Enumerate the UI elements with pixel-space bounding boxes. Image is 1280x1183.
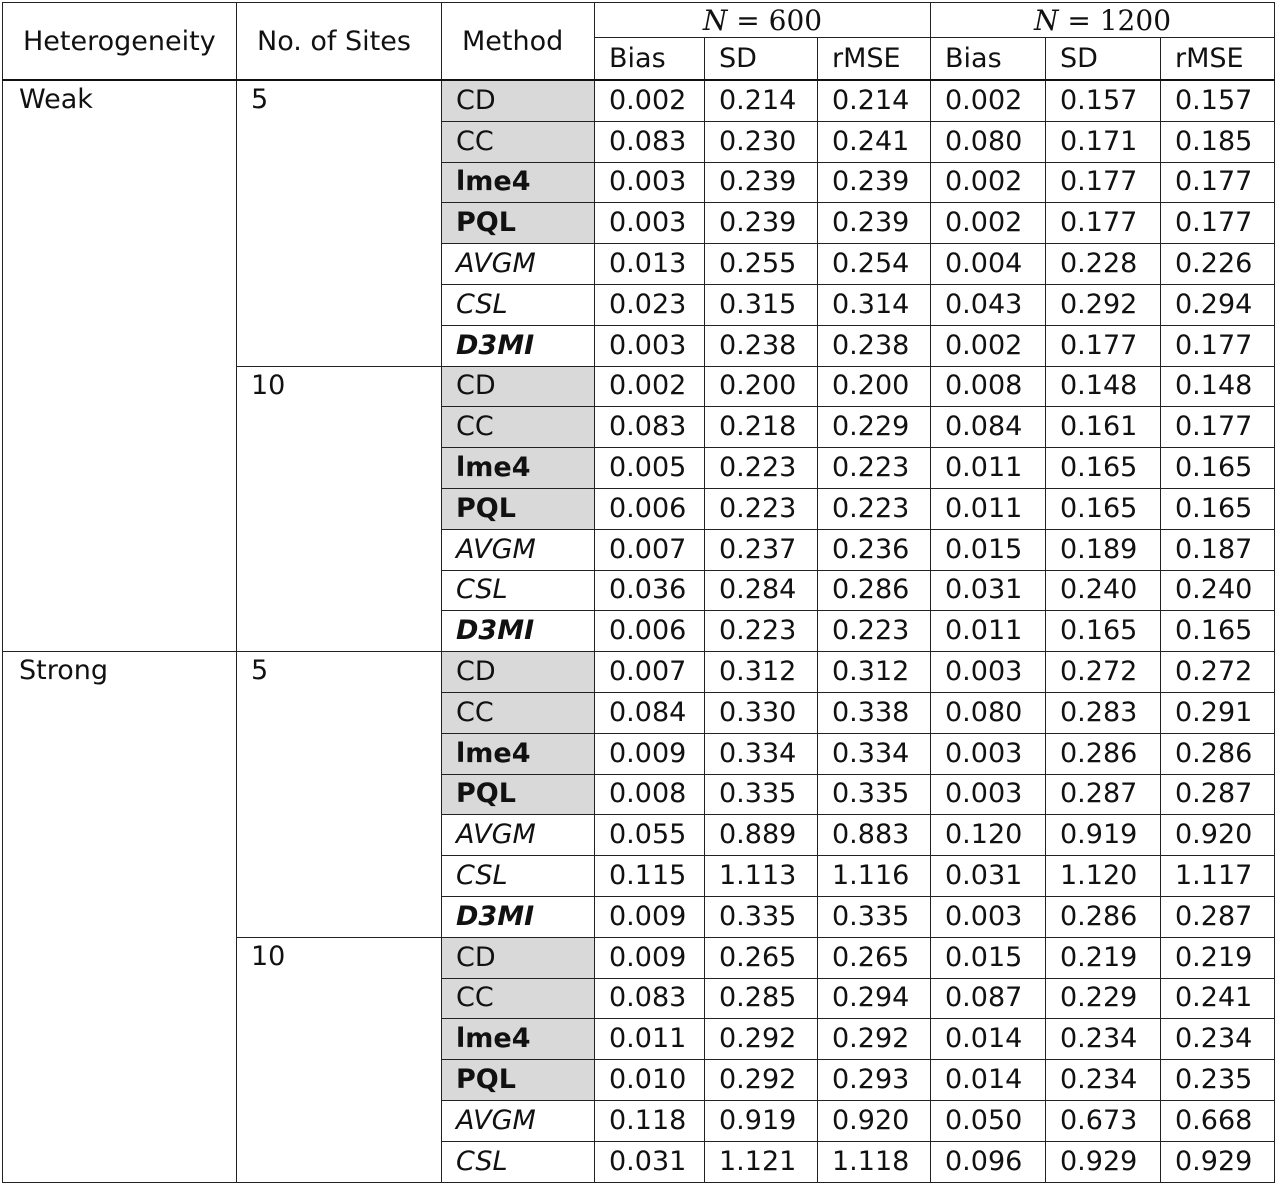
value-cell-rmse-600: 0.293 [818,1060,931,1101]
method-cell: lme4 [442,1019,595,1060]
group-n1200-var: N [1033,3,1059,37]
value-cell-rmse-600: 0.239 [818,162,931,203]
group-n600-eq: = 600 [727,3,823,37]
header-method: Method [442,3,595,81]
subheader-rmse-1200: rMSE [1161,38,1275,80]
value-cell-bias-600: 0.013 [595,244,705,285]
method-cell: AVGM [442,529,595,570]
value-cell-bias-1200: 0.014 [931,1019,1046,1060]
value-cell-rmse-1200: 0.177 [1161,407,1275,448]
value-cell-bias-600: 0.009 [595,733,705,774]
value-cell-bias-600: 0.003 [595,162,705,203]
sites-cell: 10 [237,366,442,652]
value-cell-sd-600: 0.239 [705,162,818,203]
value-cell-rmse-1200: 0.668 [1161,1100,1275,1141]
value-cell-bias-1200: 0.031 [931,856,1046,897]
method-cell: AVGM [442,244,595,285]
value-cell-sd-1200: 0.189 [1046,529,1161,570]
value-cell-bias-600: 0.005 [595,448,705,489]
value-cell-sd-1200: 0.165 [1046,448,1161,489]
value-cell-rmse-1200: 0.177 [1161,203,1275,244]
value-cell-sd-600: 0.200 [705,366,818,407]
value-cell-bias-600: 0.002 [595,366,705,407]
value-cell-sd-600: 0.265 [705,937,818,978]
value-cell-bias-600: 0.055 [595,815,705,856]
value-cell-sd-1200: 0.283 [1046,692,1161,733]
value-cell-bias-1200: 0.031 [931,570,1046,611]
value-cell-bias-1200: 0.002 [931,325,1046,366]
heterogeneity-cell: Weak [3,80,237,652]
value-cell-bias-1200: 0.002 [931,203,1046,244]
value-cell-bias-600: 0.006 [595,611,705,652]
value-cell-bias-600: 0.009 [595,937,705,978]
value-cell-sd-1200: 0.177 [1046,162,1161,203]
value-cell-bias-600: 0.006 [595,488,705,529]
method-cell: lme4 [442,448,595,489]
value-cell-sd-600: 0.255 [705,244,818,285]
value-cell-rmse-600: 0.338 [818,692,931,733]
value-cell-bias-1200: 0.011 [931,611,1046,652]
value-cell-sd-1200: 0.157 [1046,80,1161,121]
value-cell-sd-600: 0.335 [705,896,818,937]
method-cell: lme4 [442,733,595,774]
value-cell-sd-1200: 0.287 [1046,774,1161,815]
value-cell-rmse-1200: 0.226 [1161,244,1275,285]
method-cell: lme4 [442,162,595,203]
value-cell-sd-600: 0.334 [705,733,818,774]
method-cell: D3MI [442,611,595,652]
value-cell-bias-600: 0.007 [595,652,705,693]
value-cell-sd-600: 0.239 [705,203,818,244]
value-cell-bias-600: 0.003 [595,203,705,244]
value-cell-bias-600: 0.031 [595,1141,705,1182]
table-body [3,80,1275,1182]
header-heterogeneity: Heterogeneity [3,3,237,81]
value-cell-bias-1200: 0.096 [931,1141,1046,1182]
value-cell-rmse-600: 0.214 [818,80,931,121]
value-cell-sd-1200: 0.165 [1046,611,1161,652]
value-cell-bias-600: 0.010 [595,1060,705,1101]
value-cell-sd-1200: 0.219 [1046,937,1161,978]
value-cell-bias-1200: 0.043 [931,284,1046,325]
method-cell: CC [442,692,595,733]
table-row [3,652,1275,693]
method-cell: CC [442,978,595,1019]
group-n1200-eq: = 1200 [1058,3,1172,37]
value-cell-sd-600: 0.214 [705,80,818,121]
value-cell-rmse-600: 0.920 [818,1100,931,1141]
value-cell-sd-600: 0.285 [705,978,818,1019]
value-cell-rmse-1200: 0.272 [1161,652,1275,693]
value-cell-sd-600: 0.223 [705,488,818,529]
value-cell-rmse-1200: 0.240 [1161,570,1275,611]
value-cell-bias-1200: 0.011 [931,488,1046,529]
value-cell-rmse-1200: 0.294 [1161,284,1275,325]
value-cell-bias-1200: 0.002 [931,80,1046,121]
value-cell-bias-600: 0.011 [595,1019,705,1060]
value-cell-rmse-600: 0.238 [818,325,931,366]
value-cell-bias-1200: 0.084 [931,407,1046,448]
value-cell-sd-600: 0.230 [705,121,818,162]
method-cell: CSL [442,1141,595,1182]
value-cell-bias-600: 0.083 [595,978,705,1019]
value-cell-sd-600: 0.218 [705,407,818,448]
value-cell-rmse-600: 0.236 [818,529,931,570]
value-cell-sd-1200: 0.165 [1046,488,1161,529]
method-cell: CSL [442,284,595,325]
value-cell-rmse-600: 0.239 [818,203,931,244]
table-header [3,3,1275,81]
subheader-bias-1200: Bias [931,38,1046,80]
value-cell-rmse-1200: 0.287 [1161,774,1275,815]
header-group-n1200 [931,3,1275,38]
value-cell-bias-1200: 0.080 [931,121,1046,162]
header-group-n600 [595,3,931,38]
value-cell-sd-600: 0.292 [705,1060,818,1101]
method-cell: CD [442,937,595,978]
value-cell-sd-1200: 0.272 [1046,652,1161,693]
value-cell-rmse-1200: 1.117 [1161,856,1275,897]
value-cell-rmse-600: 0.223 [818,448,931,489]
value-cell-sd-1200: 0.229 [1046,978,1161,1019]
value-cell-rmse-600: 0.286 [818,570,931,611]
value-cell-bias-600: 0.036 [595,570,705,611]
value-cell-bias-1200: 0.003 [931,733,1046,774]
method-cell: CC [442,121,595,162]
value-cell-sd-600: 0.330 [705,692,818,733]
heterogeneity-cell: Strong [3,652,237,1182]
value-cell-rmse-600: 1.118 [818,1141,931,1182]
value-cell-sd-1200: 0.148 [1046,366,1161,407]
value-cell-sd-1200: 0.929 [1046,1141,1161,1182]
value-cell-bias-600: 0.118 [595,1100,705,1141]
value-cell-bias-1200: 0.014 [931,1060,1046,1101]
value-cell-sd-1200: 0.919 [1046,815,1161,856]
value-cell-rmse-600: 0.314 [818,284,931,325]
value-cell-sd-600: 0.312 [705,652,818,693]
value-cell-rmse-1200: 0.177 [1161,162,1275,203]
value-cell-sd-1200: 0.228 [1046,244,1161,285]
value-cell-bias-1200: 0.120 [931,815,1046,856]
method-cell: PQL [442,1060,595,1101]
value-cell-rmse-600: 0.223 [818,488,931,529]
method-cell: D3MI [442,896,595,937]
method-cell: CD [442,366,595,407]
value-cell-rmse-600: 0.294 [818,978,931,1019]
method-cell: AVGM [442,815,595,856]
value-cell-sd-1200: 0.673 [1046,1100,1161,1141]
method-cell: AVGM [442,1100,595,1141]
value-cell-bias-1200: 0.003 [931,652,1046,693]
value-cell-sd-1200: 0.171 [1046,121,1161,162]
value-cell-rmse-1200: 0.287 [1161,896,1275,937]
sites-cell: 5 [237,652,442,938]
value-cell-sd-1200: 0.286 [1046,733,1161,774]
value-cell-sd-1200: 0.292 [1046,284,1161,325]
value-cell-bias-1200: 0.002 [931,162,1046,203]
value-cell-sd-600: 0.335 [705,774,818,815]
value-cell-bias-1200: 0.080 [931,692,1046,733]
value-cell-rmse-600: 0.229 [818,407,931,448]
value-cell-rmse-1200: 0.235 [1161,1060,1275,1101]
value-cell-rmse-600: 0.241 [818,121,931,162]
value-cell-rmse-1200: 0.929 [1161,1141,1275,1182]
value-cell-sd-1200: 0.161 [1046,407,1161,448]
value-cell-rmse-1200: 0.920 [1161,815,1275,856]
value-cell-bias-600: 0.002 [595,80,705,121]
value-cell-bias-1200: 0.004 [931,244,1046,285]
value-cell-sd-1200: 0.240 [1046,570,1161,611]
value-cell-rmse-1200: 0.234 [1161,1019,1275,1060]
value-cell-sd-600: 0.315 [705,284,818,325]
value-cell-sd-1200: 0.234 [1046,1019,1161,1060]
value-cell-sd-600: 0.284 [705,570,818,611]
subheader-sd-600: SD [705,38,818,80]
results-table-container [2,2,1275,1183]
value-cell-rmse-1200: 0.165 [1161,488,1275,529]
value-cell-rmse-1200: 0.148 [1161,366,1275,407]
value-cell-rmse-600: 0.335 [818,896,931,937]
value-cell-rmse-600: 0.335 [818,774,931,815]
subheader-bias-600: Bias [595,38,705,80]
value-cell-bias-600: 0.007 [595,529,705,570]
method-cell: CSL [442,856,595,897]
value-cell-rmse-1200: 0.291 [1161,692,1275,733]
table-row [3,80,1275,121]
value-cell-sd-600: 1.121 [705,1141,818,1182]
value-cell-bias-1200: 0.087 [931,978,1046,1019]
value-cell-sd-1200: 0.286 [1046,896,1161,937]
value-cell-sd-600: 1.113 [705,856,818,897]
value-cell-sd-1200: 0.177 [1046,203,1161,244]
value-cell-bias-600: 0.083 [595,121,705,162]
method-cell: CD [442,652,595,693]
method-cell: CD [442,80,595,121]
value-cell-rmse-1200: 0.157 [1161,80,1275,121]
subheader-rmse-600: rMSE [818,38,931,80]
value-cell-sd-600: 0.237 [705,529,818,570]
value-cell-rmse-600: 0.334 [818,733,931,774]
value-cell-rmse-1200: 0.177 [1161,325,1275,366]
value-cell-rmse-1200: 0.187 [1161,529,1275,570]
value-cell-rmse-1200: 0.165 [1161,448,1275,489]
group-n600-var: N [702,3,728,37]
value-cell-bias-1200: 0.015 [931,937,1046,978]
value-cell-bias-600: 0.023 [595,284,705,325]
value-cell-sd-600: 0.223 [705,448,818,489]
value-cell-bias-1200: 0.003 [931,774,1046,815]
value-cell-rmse-600: 0.254 [818,244,931,285]
value-cell-sd-600: 0.238 [705,325,818,366]
value-cell-bias-600: 0.084 [595,692,705,733]
value-cell-bias-600: 0.009 [595,896,705,937]
value-cell-sd-1200: 0.234 [1046,1060,1161,1101]
sites-cell: 10 [237,937,442,1182]
value-cell-bias-1200: 0.008 [931,366,1046,407]
value-cell-bias-1200: 0.015 [931,529,1046,570]
value-cell-rmse-1200: 0.241 [1161,978,1275,1019]
value-cell-bias-600: 0.008 [595,774,705,815]
results-table [2,2,1275,1183]
value-cell-bias-600: 0.083 [595,407,705,448]
value-cell-rmse-1200: 0.165 [1161,611,1275,652]
method-cell: CSL [442,570,595,611]
value-cell-bias-600: 0.003 [595,325,705,366]
method-cell: PQL [442,774,595,815]
value-cell-rmse-600: 0.292 [818,1019,931,1060]
value-cell-rmse-1200: 0.185 [1161,121,1275,162]
method-cell: PQL [442,488,595,529]
value-cell-rmse-600: 0.265 [818,937,931,978]
value-cell-bias-1200: 0.050 [931,1100,1046,1141]
value-cell-sd-600: 0.292 [705,1019,818,1060]
value-cell-sd-1200: 0.177 [1046,325,1161,366]
method-cell: D3MI [442,325,595,366]
value-cell-rmse-600: 0.223 [818,611,931,652]
sites-cell: 5 [237,80,442,366]
subheader-sd-1200: SD [1046,38,1161,80]
value-cell-sd-600: 0.919 [705,1100,818,1141]
value-cell-rmse-600: 1.116 [818,856,931,897]
value-cell-bias-1200: 0.003 [931,896,1046,937]
value-cell-rmse-1200: 0.286 [1161,733,1275,774]
value-cell-rmse-600: 0.312 [818,652,931,693]
method-cell: CC [442,407,595,448]
method-cell: PQL [442,203,595,244]
header-sites: No. of Sites [237,3,442,81]
value-cell-bias-600: 0.115 [595,856,705,897]
value-cell-rmse-600: 0.883 [818,815,931,856]
value-cell-bias-1200: 0.011 [931,448,1046,489]
value-cell-rmse-1200: 0.219 [1161,937,1275,978]
value-cell-sd-600: 0.889 [705,815,818,856]
value-cell-sd-600: 0.223 [705,611,818,652]
value-cell-rmse-600: 0.200 [818,366,931,407]
value-cell-sd-1200: 1.120 [1046,856,1161,897]
